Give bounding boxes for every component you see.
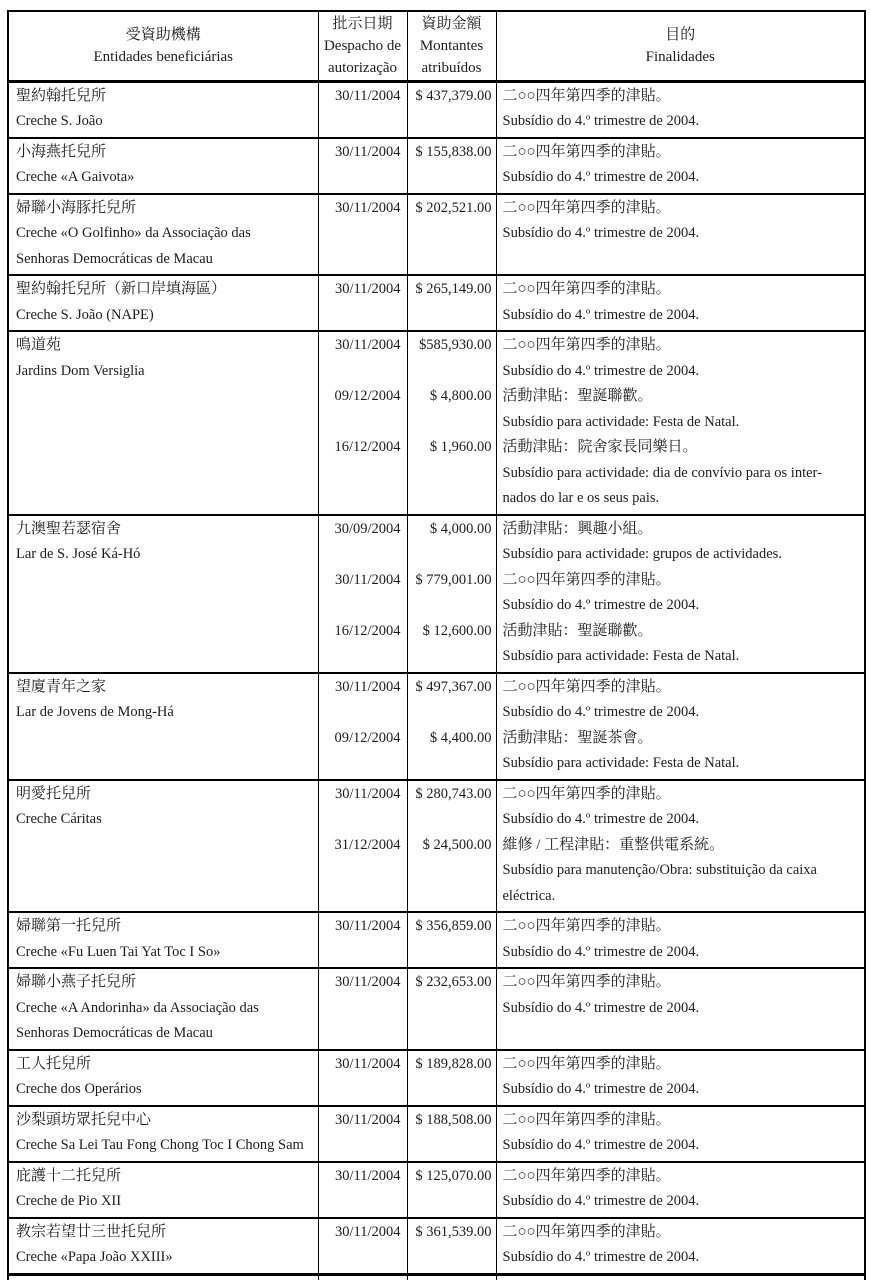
entity-name-zh: 婦聯小海豚托兒所 <box>16 199 137 216</box>
date-entry-block <box>319 196 407 247</box>
date-entry-block <box>319 833 407 910</box>
purpose-line-pt: Subsídio do 4.º trimestre de 2004. <box>502 169 700 185</box>
date-value: 30/11/2004 <box>334 1167 401 1184</box>
date-entry-block <box>319 619 407 670</box>
amount-entry-block <box>408 726 496 777</box>
partial-next-row-cell <box>407 1274 496 1280</box>
date-value: 30/09/2004 <box>334 520 401 537</box>
purpose-line-pt: Subsídio do 4.º trimestre de 2004. <box>502 999 700 1016</box>
purpose-line-zh: 二○○四年第四季的津貼。 <box>502 199 671 216</box>
purpose-line-pt: eléctrica. <box>502 887 556 904</box>
table-row <box>8 1218 865 1275</box>
purpose-line-pt: Subsídio para actividade: Festa de Natal. <box>502 755 740 771</box>
date-entry-block <box>319 277 407 328</box>
gazette-subsidy-page <box>0 10 871 1263</box>
date-value: 31/12/2004 <box>334 836 401 853</box>
entity-name-pt: Creche dos Operários <box>16 1081 142 1097</box>
date-entry-block <box>319 517 407 568</box>
entity-name-zh: 婦聯第一托兒所 <box>16 918 122 934</box>
amount-value: $ 4,800.00 <box>429 388 492 404</box>
date-entry-block <box>319 726 407 777</box>
col-header-entities-zh: 受資助機構 <box>125 26 201 43</box>
amount-entry-block <box>408 1164 496 1215</box>
entity-name-pt: Senhoras Democráticas de Macau <box>16 1025 213 1041</box>
date-value: 16/12/2004 <box>334 439 401 455</box>
purpose-cell <box>496 1106 865 1162</box>
entity-cell <box>8 1218 318 1275</box>
purpose-line-zh: 二○○四年第四季的津貼。 <box>502 678 671 695</box>
amount-entry-block <box>408 1108 496 1159</box>
table-row <box>8 780 865 913</box>
date-value: 30/11/2004 <box>334 974 401 990</box>
entity-name-zh: 望廈青年之家 <box>16 678 107 695</box>
amount-value: $ 779,001.00 <box>415 571 492 588</box>
date-entry-block <box>319 435 407 512</box>
date-cell <box>318 912 407 968</box>
purpose-line-pt: Subsídio do 4.º trimestre de 2004. <box>502 1249 700 1265</box>
date-value: 30/11/2004 <box>334 87 401 104</box>
date-entry-block <box>319 84 407 135</box>
date-cell <box>318 780 407 913</box>
purpose-line-zh: 二○○四年第四季的津貼。 <box>502 1111 671 1128</box>
col-header-entities <box>8 11 318 81</box>
date-value: 30/11/2004 <box>334 1111 401 1128</box>
amount-value: $ 232,653.00 <box>415 974 492 990</box>
purpose-line-zh: 二○○四年第四季的津貼。 <box>502 143 671 160</box>
purpose-line-zh: 二○○四年第四季的津貼。 <box>502 785 671 802</box>
date-cell <box>318 968 407 1050</box>
purpose-line-zh: 活動津貼：聖誕聯歡。 <box>502 622 653 639</box>
amount-entry-block <box>408 384 496 435</box>
purpose-cell <box>496 1162 865 1218</box>
amount-value: $ 4,000.00 <box>429 520 492 537</box>
date-cell <box>318 1050 407 1106</box>
purpose-cell <box>496 968 865 1050</box>
amount-cell <box>407 1050 496 1106</box>
purpose-cell <box>496 331 865 515</box>
col-header-date-pt2: autorização <box>327 59 398 76</box>
date-cell <box>318 81 407 138</box>
purpose-line-pt: Subsídio do 4.º trimestre de 2004. <box>502 362 700 379</box>
purpose-line-pt: Subsídio do 4.º trimestre de 2004. <box>502 811 700 827</box>
purpose-line-zh: 活動津貼：聖誕茶會。 <box>502 729 653 746</box>
amount-value: $ 265,149.00 <box>415 281 492 297</box>
date-cell <box>318 1162 407 1218</box>
entity-cell <box>8 515 318 673</box>
amount-entry-block <box>408 277 496 328</box>
purpose-line-zh: 二○○四年第四季的津貼。 <box>502 281 671 297</box>
date-entry-block <box>319 333 407 384</box>
amount-cell <box>407 1106 496 1162</box>
table-row <box>8 515 865 673</box>
amount-value: $ 4,400.00 <box>429 729 492 746</box>
amount-entry-block <box>408 914 496 965</box>
date-value: 30/11/2004 <box>334 785 401 802</box>
purpose-line-zh: 二○○四年第四季的津貼。 <box>502 918 671 934</box>
purpose-line-zh: 二○○四年第四季的津貼。 <box>502 571 671 588</box>
entity-cell <box>8 81 318 138</box>
date-entry-block <box>319 782 407 833</box>
date-entry-block <box>319 384 407 435</box>
col-header-amount <box>407 11 496 81</box>
date-entry-block <box>319 1164 407 1215</box>
entity-cell <box>8 194 318 276</box>
entity-name-zh: 聖約翰托兒所 <box>16 87 107 104</box>
col-header-entities-pt: Entidades beneficiárias <box>93 48 234 65</box>
entity-name-pt: Senhoras Democráticas de Macau <box>16 250 213 267</box>
date-cell <box>318 138 407 194</box>
entity-name-zh: 沙梨頭坊眾托兒中心 <box>16 1111 152 1128</box>
purpose-cell <box>496 194 865 276</box>
date-value: 16/12/2004 <box>334 622 401 639</box>
purpose-line-pt: Subsídio do 4.º trimestre de 2004. <box>502 113 700 129</box>
purpose-cell <box>496 1050 865 1106</box>
col-header-purpose-pt: Finalidades <box>645 48 715 65</box>
entity-cell <box>8 275 318 331</box>
purpose-line-pt: Subsídio do 4.º trimestre de 2004. <box>502 1081 700 1097</box>
date-value: 30/11/2004 <box>334 571 401 588</box>
amount-cell <box>407 968 496 1050</box>
table-row <box>8 138 865 194</box>
entity-name-pt: Jardins Dom Versiglia <box>16 362 145 379</box>
entity-name-zh: 庇護十二托兒所 <box>16 1167 122 1184</box>
col-header-date-zh: 批示日期 <box>332 15 393 32</box>
table-row <box>8 194 865 276</box>
date-entry-block <box>319 1052 407 1103</box>
table-row <box>8 1162 865 1218</box>
date-entry-block <box>319 568 407 619</box>
entity-name-zh: 聖約翰托兒所（新口岸填海區） <box>16 281 227 297</box>
table-row <box>8 673 865 780</box>
partial-next-row <box>8 1274 865 1280</box>
amount-entry-block <box>408 196 496 247</box>
amount-entry-block <box>408 84 496 135</box>
purpose-line-zh: 二○○四年第四季的津貼。 <box>502 1167 671 1184</box>
purpose-line-zh: 二○○四年第四季的津貼。 <box>502 1055 671 1072</box>
purpose-line-pt: Subsídio do 4.º trimestre de 2004. <box>502 306 700 323</box>
entity-name-zh: 明愛托兒所 <box>16 785 92 802</box>
purpose-cell <box>496 673 865 780</box>
amount-value: $ 1,960.00 <box>429 439 492 455</box>
amount-cell <box>407 331 496 515</box>
entity-cell <box>8 1106 318 1162</box>
purpose-line-zh: 活動津貼：聖誕聯歡。 <box>502 388 653 404</box>
purpose-line-zh: 二○○四年第四季的津貼。 <box>502 337 671 353</box>
date-value: 30/11/2004 <box>334 337 401 353</box>
entity-cell <box>8 673 318 780</box>
entity-cell <box>8 138 318 194</box>
amount-value: $ 188,508.00 <box>415 1111 492 1128</box>
entity-name-zh: 九澳聖若瑟宿舍 <box>16 520 122 537</box>
amount-entry-block <box>408 435 496 512</box>
purpose-line-pt: Subsídio para actividade: grupos de actividades. <box>502 546 782 562</box>
col-header-date <box>318 11 407 81</box>
amount-entry-block <box>408 675 496 726</box>
amount-value: $ 125,070.00 <box>415 1167 492 1184</box>
partial-next-row-cell <box>318 1274 407 1280</box>
amount-value: $ 280,743.00 <box>415 785 492 802</box>
amount-cell <box>407 81 496 138</box>
amount-cell <box>407 275 496 331</box>
entity-cell <box>8 912 318 968</box>
table-body <box>8 81 865 1280</box>
entity-name-pt: Creche S. João <box>16 113 103 129</box>
amount-cell <box>407 780 496 913</box>
table-row <box>8 1050 865 1106</box>
amount-cell <box>407 673 496 780</box>
entity-name-pt: Lar de Jovens de Mong-Há <box>16 704 174 720</box>
purpose-line-zh: 二○○四年第四季的津貼。 <box>502 1223 671 1240</box>
date-value: 30/11/2004 <box>334 1223 401 1240</box>
date-cell <box>318 515 407 673</box>
amount-entry-block <box>408 517 496 568</box>
amount-entry-block <box>408 970 496 1021</box>
date-entry-block <box>319 970 407 1021</box>
purpose-cell <box>496 275 865 331</box>
entity-cell <box>8 780 318 913</box>
purpose-line-zh: 活動津貼：院舍家長同樂日。 <box>502 439 698 455</box>
entity-cell <box>8 1050 318 1106</box>
table-row <box>8 331 865 515</box>
date-cell <box>318 331 407 515</box>
date-entry-block <box>319 1108 407 1159</box>
amount-entry-block <box>408 1220 496 1271</box>
amount-value: $585,930.00 <box>419 337 492 353</box>
header-row <box>8 11 865 81</box>
entity-name-pt: Lar de S. José Ká-Hó <box>16 546 141 562</box>
amount-value: $ 202,521.00 <box>415 199 492 216</box>
amount-entry-block <box>408 140 496 191</box>
amount-cell <box>407 194 496 276</box>
col-header-date-pt1: Despacho de <box>323 37 402 54</box>
purpose-line-pt: Subsídio do 4.º trimestre de 2004. <box>502 1193 700 1209</box>
amount-value: $ 155,838.00 <box>415 143 492 160</box>
table-row <box>8 81 865 138</box>
table-row <box>8 1106 865 1162</box>
purpose-line-pt: Subsídio do 4.º trimestre de 2004. <box>502 597 700 613</box>
amount-value: $ 356,859.00 <box>415 918 492 934</box>
col-header-purpose-zh: 目的 <box>665 26 696 43</box>
purpose-line-pt: Subsídio do 4.º trimestre de 2004. <box>502 225 700 241</box>
entity-name-pt: Creche Sa Lei Tau Fong Chong Toc I Chong Sam <box>16 1137 304 1153</box>
date-value: 30/11/2004 <box>334 281 401 297</box>
entity-name-pt: Creche Cáritas <box>16 811 102 827</box>
entity-name-pt: Creche «Fu Luen Tai Yat Toc I So» <box>16 943 221 960</box>
date-value: 30/11/2004 <box>334 199 401 216</box>
date-cell <box>318 1106 407 1162</box>
date-value: 09/12/2004 <box>334 729 401 746</box>
purpose-line-zh: 活動津貼：興趣小組。 <box>502 520 653 537</box>
amount-entry-block <box>408 833 496 910</box>
entity-cell <box>8 331 318 515</box>
date-entry-block <box>319 914 407 965</box>
purpose-line-zh: 二○○四年第四季的津貼。 <box>502 87 671 104</box>
purpose-line-pt: Subsídio para actividade: Festa de Natal. <box>502 648 740 664</box>
amount-value: $ 12,600.00 <box>422 622 492 639</box>
amount-cell <box>407 1218 496 1275</box>
subsidy-table <box>7 10 866 1280</box>
purpose-line-pt: Subsídio para manutenção/Obra: substituição da caixa <box>502 862 817 878</box>
entity-name-pt: Creche «A Andorinha» da Associação das <box>16 999 259 1016</box>
purpose-line-pt: Subsídio do 4.º trimestre de 2004. <box>502 943 700 960</box>
entity-name-pt: Creche «Papa João XXIII» <box>16 1249 173 1265</box>
date-entry-block <box>319 140 407 191</box>
amount-entry-block <box>408 333 496 384</box>
col-header-amount-zh: 資助金額 <box>421 15 482 32</box>
amount-value: $ 361,539.00 <box>415 1223 492 1240</box>
amount-entry-block <box>408 568 496 619</box>
date-entry-block <box>319 1220 407 1271</box>
purpose-line-pt: nados do lar e os seus pais. <box>502 490 660 506</box>
date-entry-block <box>319 675 407 726</box>
entity-cell <box>8 968 318 1050</box>
entity-name-pt: Creche S. João (NAPE) <box>16 306 154 323</box>
entity-name-zh: 工人托兒所 <box>16 1055 92 1072</box>
entity-name-zh: 鳴道苑 <box>16 337 62 353</box>
amount-cell <box>407 515 496 673</box>
date-cell <box>318 673 407 780</box>
date-cell <box>318 194 407 276</box>
date-value: 30/11/2004 <box>334 143 401 160</box>
amount-value: $ 497,367.00 <box>415 678 492 695</box>
date-cell <box>318 275 407 331</box>
amount-value: $ 24,500.00 <box>422 836 492 853</box>
table-row <box>8 275 865 331</box>
purpose-cell <box>496 138 865 194</box>
purpose-line-pt: Subsídio do 4.º trimestre de 2004. <box>502 1137 700 1153</box>
amount-entry-block <box>408 782 496 833</box>
purpose-cell <box>496 515 865 673</box>
entity-name-zh: 婦聯小燕子托兒所 <box>16 974 137 990</box>
table-row <box>8 968 865 1050</box>
date-value: 09/12/2004 <box>334 388 401 404</box>
purpose-cell <box>496 81 865 138</box>
purpose-line-zh: 維修 / 工程津貼：重整供電系統。 <box>502 836 725 853</box>
entity-name-pt: Creche de Pio XII <box>16 1193 122 1209</box>
amount-value: $ 189,828.00 <box>415 1055 492 1072</box>
amount-cell <box>407 912 496 968</box>
col-header-amount-pt2: atribuídos <box>421 59 482 76</box>
purpose-line-pt: Subsídio para actividade: Festa de Natal. <box>502 413 740 430</box>
col-header-amount-pt1: Montantes <box>419 37 484 54</box>
purpose-cell <box>496 780 865 913</box>
amount-value: $ 437,379.00 <box>415 87 492 104</box>
table-row <box>8 912 865 968</box>
entity-name-pt: Creche «O Golfinho» da Associação das <box>16 225 251 241</box>
purpose-cell <box>496 1218 865 1275</box>
amount-cell <box>407 138 496 194</box>
date-value: 30/11/2004 <box>334 1055 401 1072</box>
amount-entry-block <box>408 1052 496 1103</box>
amount-entry-block <box>408 619 496 670</box>
col-header-purpose <box>496 11 865 81</box>
purpose-line-zh: 二○○四年第四季的津貼。 <box>502 974 671 990</box>
entity-cell <box>8 1162 318 1218</box>
purpose-line-pt: Subsídio para actividade: dia de convívio para os inter- <box>502 464 822 481</box>
date-value: 30/11/2004 <box>334 678 401 695</box>
date-value: 30/11/2004 <box>334 918 401 934</box>
entity-name-zh: 小海燕托兒所 <box>16 143 107 160</box>
entity-name-zh: 教宗若望廿三世托兒所 <box>16 1223 167 1240</box>
table-header <box>8 11 865 81</box>
partial-next-row-cell <box>496 1274 865 1280</box>
amount-cell <box>407 1162 496 1218</box>
entity-name-pt: Creche «A Gaivota» <box>16 169 135 185</box>
partial-next-row-cell <box>8 1274 318 1280</box>
purpose-cell <box>496 912 865 968</box>
purpose-line-pt: Subsídio do 4.º trimestre de 2004. <box>502 704 700 720</box>
date-cell <box>318 1218 407 1275</box>
